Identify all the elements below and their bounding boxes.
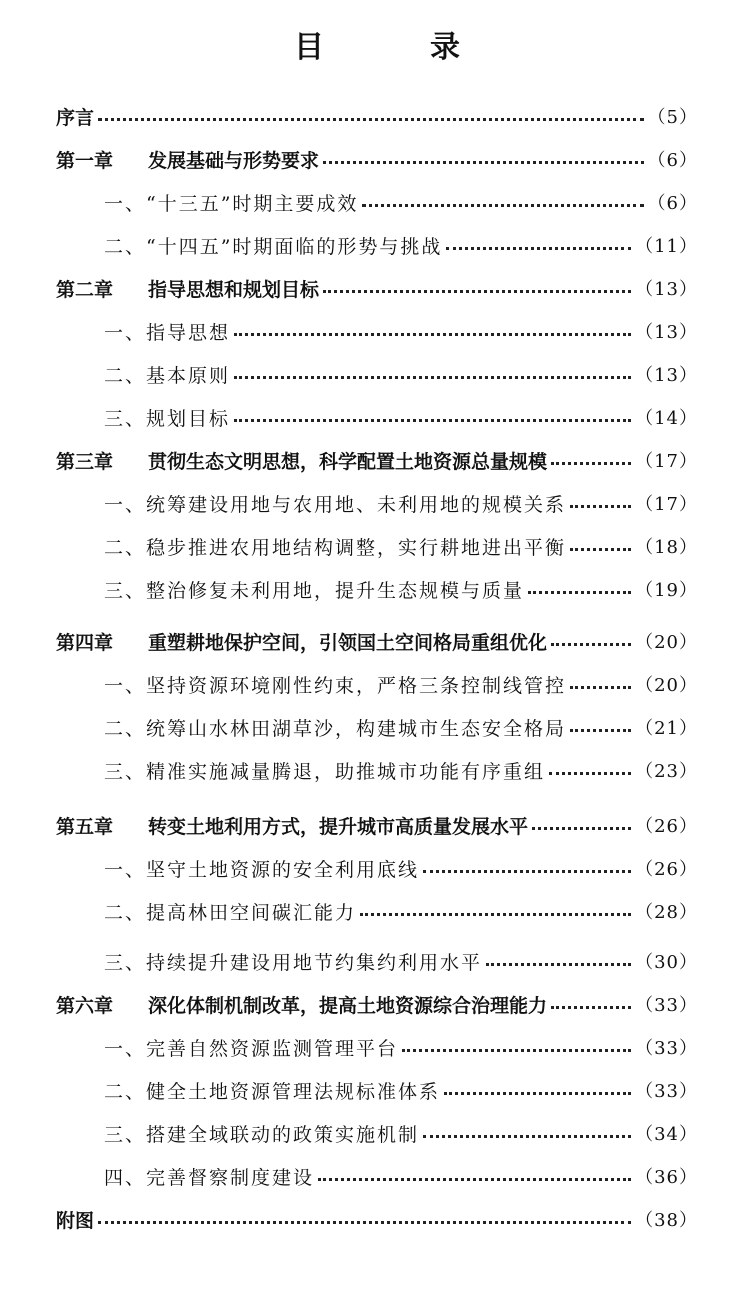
dot-leader: [570, 686, 631, 689]
toc-entry-chapter-6[interactable]: [56, 989, 698, 1019]
toc-entry-section-2-1[interactable]: [56, 316, 698, 346]
toc-entry-title: 三、精准实施减量腾退，助推城市功能有序重组: [104, 760, 546, 783]
toc-entry-section-6-1[interactable]: [56, 1032, 698, 1062]
toc-page-number: （17）: [635, 451, 698, 472]
toc-page-number: （13）: [635, 279, 698, 300]
dot-leader: [486, 963, 631, 966]
chapter-number: 第五章: [56, 815, 114, 838]
toc-page-number: （21）: [635, 718, 698, 739]
toc-entry-chapter-4[interactable]: [56, 626, 698, 656]
toc-entry-appendix-figures[interactable]: [56, 1204, 698, 1234]
toc-entry-chapter-1[interactable]: [56, 144, 698, 174]
toc-entry-label: [56, 447, 547, 474]
toc-page-number: （13）: [635, 322, 698, 343]
toc-page-number: （36）: [635, 1167, 698, 1188]
toc-entry-title: 二、稳步推进农用地结构调整，实行耕地进出平衡: [104, 536, 567, 559]
toc-entry-label: [56, 991, 547, 1018]
toc-entry-section-6-2[interactable]: [56, 1075, 698, 1105]
dot-leader: [423, 870, 631, 873]
toc-entry-title: 三、搭建全域联动的政策实施机制: [104, 1123, 420, 1146]
dot-leader: [570, 548, 631, 551]
toc-entry-title: 指导思想和规划目标: [148, 278, 320, 301]
toc-entry-section-3-2[interactable]: [56, 531, 698, 561]
toc-entry-section-2-2[interactable]: [56, 359, 698, 389]
toc-entry-label: [56, 628, 547, 655]
dot-leader: [323, 290, 631, 293]
toc-entry-title: 附图: [56, 1209, 95, 1232]
toc-entry-chapter-2[interactable]: [56, 273, 698, 303]
toc-entry-title: 四、完善督察制度建设: [104, 1166, 315, 1189]
toc-entry-section-2-3[interactable]: [56, 402, 698, 432]
dot-leader: [551, 643, 631, 646]
dot-leader: [98, 118, 644, 121]
chapter-number: 第一章: [56, 149, 114, 172]
toc-entry-title: 重塑耕地保护空间，引领国土空间格局重组优化: [148, 631, 548, 654]
toc-entry-title: 二、健全土地资源管理法规标准体系: [104, 1080, 441, 1103]
dot-leader: [234, 419, 631, 422]
toc-page-number: （11）: [635, 236, 698, 257]
dot-leader: [98, 1221, 631, 1224]
dot-leader: [323, 161, 644, 164]
toc-entry-title: 一、坚持资源环境刚性约束，严格三条控制线管控: [104, 674, 567, 697]
toc-entry-label: [56, 1206, 94, 1233]
toc-entry-section-5-1[interactable]: [56, 853, 698, 883]
toc-page-number: （13）: [635, 365, 698, 386]
toc-entry-title: 二、基本原则: [104, 364, 231, 387]
toc-entry-title: 一、统筹建设用地与农用地、未利用地的规模关系: [104, 493, 567, 516]
dot-leader: [570, 729, 631, 732]
toc-entry-title: 三、整治修复未利用地，提升生态规模与质量: [104, 579, 525, 602]
toc-page-number: （30）: [635, 952, 698, 973]
dot-leader: [360, 913, 631, 916]
dot-leader: [549, 772, 631, 775]
toc-entry-section-4-3[interactable]: [56, 755, 698, 785]
dot-leader: [423, 1135, 631, 1138]
toc-entry-title: 一、指导思想: [104, 321, 231, 344]
toc-entry-title: 三、规划目标: [104, 407, 231, 430]
toc-entry-title: 二、“十四五”时期面临的形势与挑战: [104, 235, 443, 258]
chapter-number: 第六章: [56, 994, 114, 1017]
toc-entry-section-5-3[interactable]: [56, 946, 698, 976]
toc-entry-title: 一、坚守土地资源的安全利用底线: [104, 858, 420, 881]
toc-page-number: （5）: [647, 107, 698, 128]
dot-leader: [234, 376, 631, 379]
toc-page-number: （6）: [647, 150, 698, 171]
toc-entry-title: 发展基础与形势要求: [148, 149, 320, 172]
toc-page-number: （33）: [635, 1081, 698, 1102]
dot-leader: [318, 1178, 631, 1181]
toc-page-number: （19）: [635, 580, 698, 601]
page-title: 目 录: [294, 30, 498, 65]
toc-page-number: （38）: [635, 1210, 698, 1231]
dot-leader: [444, 1092, 631, 1095]
dot-leader: [362, 204, 643, 207]
toc-entry-label: [56, 103, 94, 130]
dot-leader: [551, 1006, 631, 1009]
toc-page-number: （18）: [635, 537, 698, 558]
toc-entry-title: 序言: [56, 106, 95, 129]
toc-page-number: （28）: [635, 902, 698, 923]
toc-entry-section-5-2[interactable]: [56, 896, 698, 926]
toc-entry-title: 一、完善自然资源监测管理平台: [104, 1037, 399, 1060]
toc-entry-preface[interactable]: [56, 101, 698, 131]
toc-entry-section-4-2[interactable]: [56, 712, 698, 742]
toc-entry-label: [56, 275, 319, 302]
toc-entry-title: 贯彻生态文明思想，科学配置土地资源总量规模: [148, 450, 548, 473]
toc-entry-chapter-3[interactable]: [56, 445, 698, 475]
dot-leader: [402, 1049, 631, 1052]
toc-entry-section-4-1[interactable]: [56, 669, 698, 699]
dot-leader: [551, 462, 631, 465]
toc-entry-title: 二、统筹山水林田湖草沙，构建城市生态安全格局: [104, 717, 567, 740]
toc-entry-section-1-2[interactable]: [56, 230, 698, 260]
toc-page-number: （26）: [635, 859, 698, 880]
toc-entry-title: 转变土地利用方式，提升城市高质量发展水平: [148, 815, 529, 838]
chapter-number: 第二章: [56, 278, 114, 301]
toc-page-number: （33）: [635, 995, 698, 1016]
toc-page-number: （17）: [635, 494, 698, 515]
toc-page-number: （6）: [647, 193, 698, 214]
toc-page-number: （23）: [635, 761, 698, 782]
toc-entry-section-3-1[interactable]: [56, 488, 698, 518]
dot-leader: [234, 333, 631, 336]
toc-page-number: （20）: [635, 632, 698, 653]
dot-leader: [446, 247, 631, 250]
toc-entry-section-1-1[interactable]: [56, 187, 698, 217]
dot-leader: [570, 505, 631, 508]
toc-page-number: （33）: [635, 1038, 698, 1059]
dot-leader: [528, 591, 631, 594]
toc-entry-section-6-4[interactable]: [56, 1161, 698, 1191]
toc-page-number: （14）: [635, 408, 698, 429]
chapter-number: 第四章: [56, 631, 114, 654]
dot-leader: [532, 827, 631, 830]
toc-entry-title: 一、“十三五”时期主要成效: [104, 192, 359, 215]
toc-entry-title: 三、持续提升建设用地节约集约利用水平: [104, 951, 483, 974]
toc-entry-section-6-3[interactable]: [56, 1118, 698, 1148]
toc-entry-label: [56, 812, 528, 839]
toc-entry-section-3-3[interactable]: [56, 574, 698, 604]
chapter-number: 第三章: [56, 450, 114, 473]
toc-entry-label: [56, 146, 319, 173]
toc-entry-title: 深化体制机制改革，提高土地资源综合治理能力: [148, 994, 548, 1017]
toc-page-number: （26）: [635, 816, 698, 837]
toc-entry-title: 二、提高林田空间碳汇能力: [104, 901, 357, 924]
toc-entry-chapter-5[interactable]: [56, 810, 698, 840]
toc-page-number: （34）: [635, 1124, 698, 1145]
toc-page-number: （20）: [635, 675, 698, 696]
